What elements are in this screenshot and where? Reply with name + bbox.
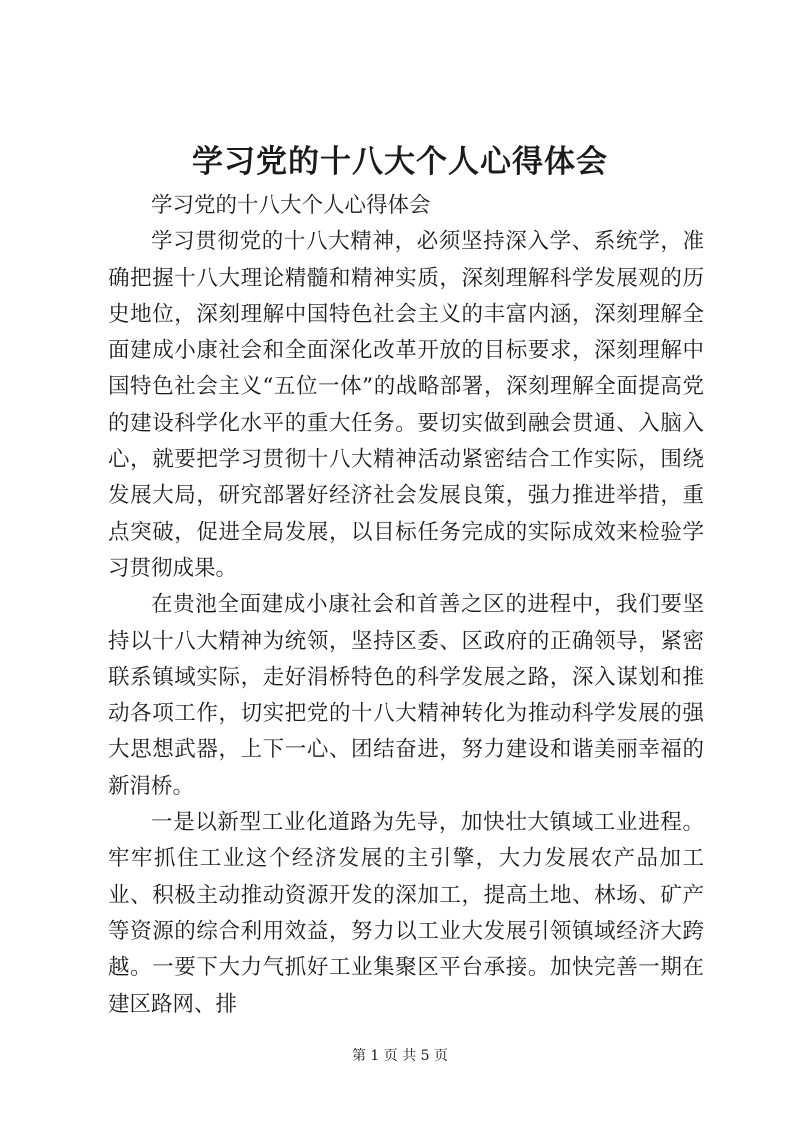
document-body [108,188,704,1023]
body-paragraph: 在贵池全面建成小康社会和首善之区的进程中，我们要坚持以十八大精神为统领，坚持区委、区政府的正确领导，紧密联系镇域实际，走好涓桥特色的科学发展之路，深入谋划和推动各项工作，切实把党的十八大精神转化为推动科学发展的强大思想武器，上下一心、团结奋进，努力建设和谐美丽幸福的新涓桥。 [108,592,704,799]
subtitle-paragraph: 学习党的十八大个人心得体会 [151,193,431,218]
body-paragraph: 学习贯彻党的十八大精神，必须坚持深入学、系统学，准确把握十八大理论精髓和精神实质，深刻理解科学发展观的历史地位，深刻理解中国特色社会主义的丰富内涵，深刻理解全面建成小康社会和全面深化改革开放的目标要求，深刻理解中国特色社会主义“五位一体”的战略部署，深刻理解全面提高党的建设科学化水平的重大任务。要切实做到融会贯通、入脑入心，就要把学习贯彻十八大精神活动紧密结合工作实际，围绕发展大局，研究部署好经济社会发展良策，强力推进举措，重点突破，促进全局发展，以目标任务完成的实际成效来检验学习贯彻成果。 [108,229,704,581]
body-paragraph: 一是以新型工业化道路为先导，加快壮大镇域工业进程。牢牢抓住工业这个经济发展的主引擎，大力发展农产品加工业、积极主动推动资源开发的深加工，提高土地、林场、矿产等资源的综合利用效益，努力以工业大发展引领镇域经济大跨越。一要下大力气抓好工业集聚区平台承接。加快完善一期在建区路网、排 [108,810,704,1017]
document-title: 学习党的十八大个人心得体会 [192,144,608,180]
page-number-footer: 第 1 页 共 5 页 [351,1048,449,1064]
